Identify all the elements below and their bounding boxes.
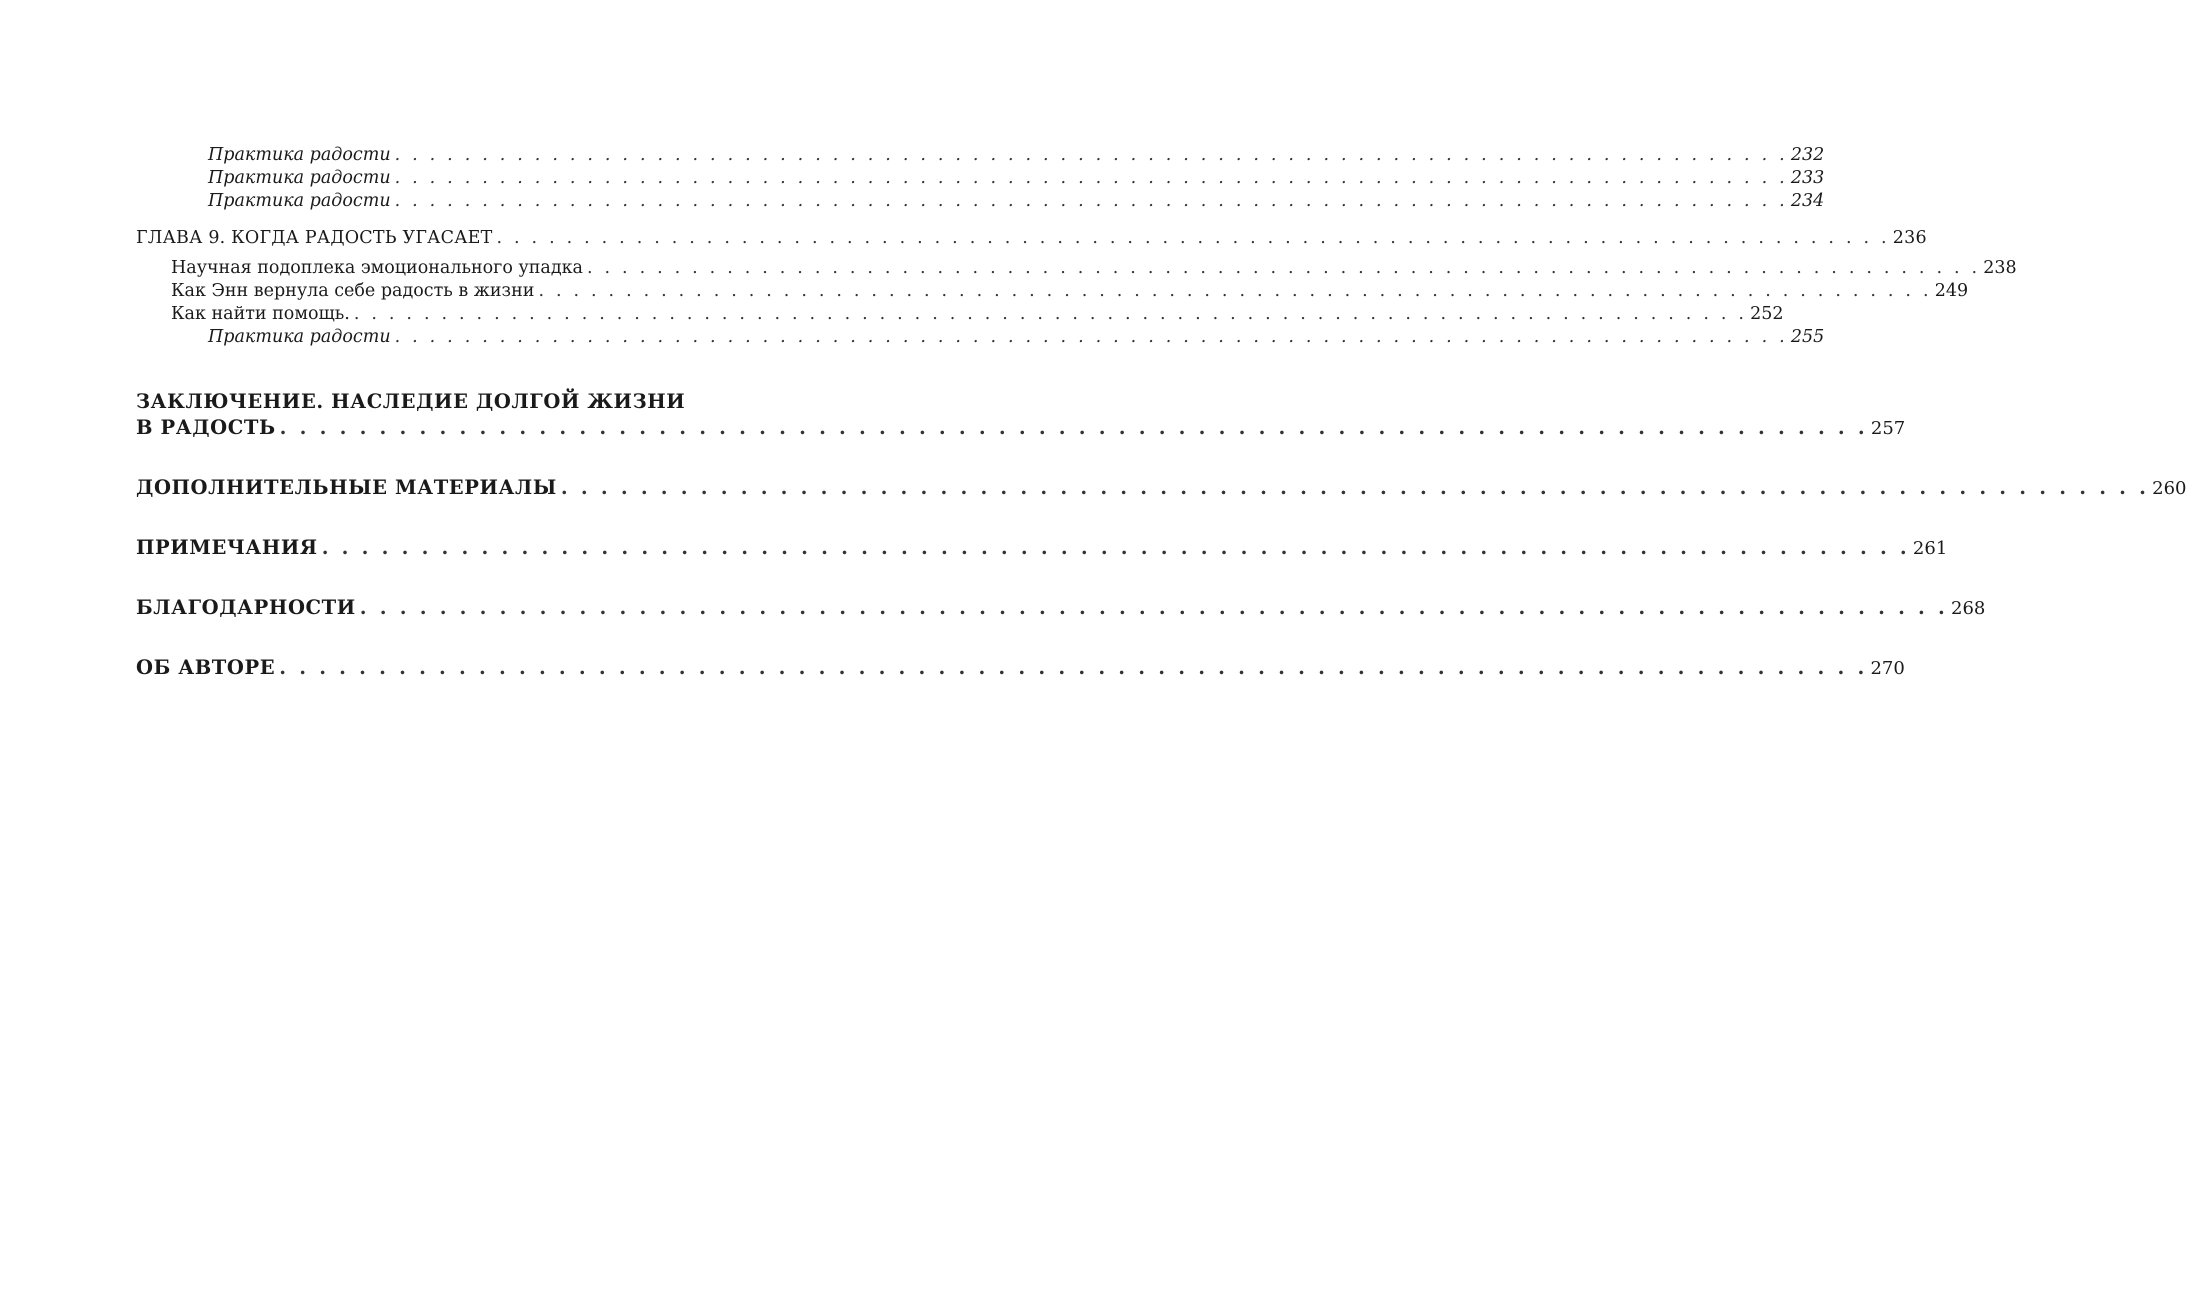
toc-entry-notes[interactable]: [136, 536, 1948, 559]
page-number: 255: [1790, 327, 1825, 347]
entry-title: ОБ АВТОРЕ: [136, 656, 276, 679]
toc-entry-section[interactable]: [171, 258, 2017, 278]
toc-entry-practice[interactable]: [208, 168, 1825, 188]
page-number: 268: [1951, 598, 1986, 619]
dot-leader: . . . . . . . . . . . . . . . . . . . . . . . . . . . . . . . . . . . . . . . . . . . . . . . . . . . . . . . . . . . . . . . . . . . . . . . . . . . . . . . .: [359, 596, 1949, 619]
dot-leader: . . . . . . . . . . . . . . . . . . . . . . . . . . . . . . . . . . . . . . . . . . . . . . . . . . . . . . . . . . . . . . . . . . . . . . . . . . . . . . . .: [394, 168, 1788, 188]
page-number: 249: [1934, 281, 1969, 301]
page-number: 270: [1870, 658, 1905, 679]
dot-leader: . . . . . . . . . . . . . . . . . . . . . . . . . . . . . . . . . . . . . . . . . . . . . . . . . . . . . . . . . . . . . . . . . . . . . . . . . . . . . . . .: [321, 536, 1910, 559]
entry-title: Как найти помощь.: [171, 304, 350, 324]
page-number: 257: [1870, 418, 1906, 439]
dot-leader: . . . . . . . . . . . . . . . . . . . . . . . . . . . . . . . . . . . . . . . . . . . . . . . . . . . . . . . . . . . . . . . . . . . . . . . . . . . . . . . .: [394, 327, 1788, 347]
page-number: 260: [2152, 478, 2187, 499]
toc-entry-acknowledgements[interactable]: [136, 596, 1986, 619]
entry-title: ГЛАВА 9. КОГДА РАДОСТЬ УГАСАЕТ: [136, 228, 493, 248]
dot-leader: . . . . . . . . . . . . . . . . . . . . . . . . . . . . . . . . . . . . . . . . . . . . . . . . . . . . . . . . . . . . . . . . . . . . . . . . . . . . . . . .: [394, 191, 1788, 211]
entry-title: Практика радости: [208, 191, 391, 211]
dot-leader: . . . . . . . . . . . . . . . . . . . . . . . . . . . . . . . . . . . . . . . . . . . . . . . . . . . . . . . . . . . . . . . . . . . . . . . . . . . . . . . .: [538, 281, 1932, 301]
dot-leader: . . . . . . . . . . . . . . . . . . . . . . . . . . . . . . . . . . . . . . . . . . . . . . . . . . . . . . . . . . . . . . . . . . . . . . . . . . . . . . . .: [496, 228, 1890, 248]
entry-title: ПРИМЕЧАНИЯ: [136, 536, 318, 559]
dot-leader: . . . . . . . . . . . . . . . . . . . . . . . . . . . . . . . . . . . . . . . . . . . . . . . . . . . . . . . . . . . . . . . . . . . . . . . . . . . . . . . .: [279, 416, 1868, 439]
toc-entry-practice[interactable]: [208, 145, 1825, 165]
page-number: 252: [1750, 304, 1784, 324]
dot-leader: . . . . . . . . . . . . . . . . . . . . . . . . . . . . . . . . . . . . . . . . . . . . . . . . . . . . . . . . . . . . . . . . . . . . . . . . . . . . . . . .: [279, 656, 1868, 679]
dot-leader: . . . . . . . . . . . . . . . . . . . . . . . . . . . . . . . . . . . . . . . . . . . . . . . . . . . . . . . . . . . . . . . . . . . . . . . . . . . . . . . .: [587, 258, 1981, 278]
toc-entry-about-author[interactable]: [136, 656, 1905, 679]
entry-title: БЛАГОДАРНОСТИ: [136, 596, 356, 619]
entry-title: Как Энн вернула себе радость в жизни: [171, 281, 535, 301]
toc-entry-chapter-9[interactable]: [136, 228, 1927, 248]
toc-entry-section[interactable]: [171, 304, 1784, 324]
dot-leader: . . . . . . . . . . . . . . . . . . . . . . . . . . . . . . . . . . . . . . . . . . . . . . . . . . . . . . . . . . . . . . . . . . . . . . . . . . . . . . . .: [353, 304, 1748, 324]
dot-leader: . . . . . . . . . . . . . . . . . . . . . . . . . . . . . . . . . . . . . . . . . . . . . . . . . . . . . . . . . . . . . . . . . . . . . . . . . . . . . . . .: [560, 476, 2150, 499]
page-number: 232: [1790, 145, 1825, 165]
page-number: 261: [1912, 538, 1948, 559]
entry-title: Практика радости: [208, 145, 391, 165]
dot-leader: . . . . . . . . . . . . . . . . . . . . . . . . . . . . . . . . . . . . . . . . . . . . . . . . . . . . . . . . . . . . . . . . . . . . . . . . . . . . . . . .: [394, 145, 1788, 165]
toc-entry-practice[interactable]: [208, 191, 1825, 211]
toc-entry-practice[interactable]: [208, 327, 1825, 347]
entry-title: Практика радости: [208, 168, 391, 188]
toc-entry-conclusion-line1[interactable]: ЗАКЛЮЧЕНИЕ. НАСЛЕДИЕ ДОЛГОЙ ЖИЗНИ: [136, 390, 686, 413]
page-number: 236: [1892, 228, 1927, 248]
toc-entry-section[interactable]: [171, 281, 1969, 301]
entry-title: В РАДОСТЬ: [136, 416, 276, 439]
entry-title: Практика радости: [208, 327, 391, 347]
page-number: 234: [1790, 191, 1825, 211]
entry-title: Научная подоплека эмоционального упадка: [171, 258, 583, 278]
toc-entry-conclusion[interactable]: [136, 416, 1906, 439]
toc-entry-additional-materials[interactable]: [136, 476, 2187, 499]
entry-title: ДОПОЛНИТЕЛЬНЫЕ МАТЕРИАЛЫ: [136, 476, 557, 499]
page-number: 233: [1790, 168, 1825, 188]
page-number: 238: [1983, 258, 2017, 278]
